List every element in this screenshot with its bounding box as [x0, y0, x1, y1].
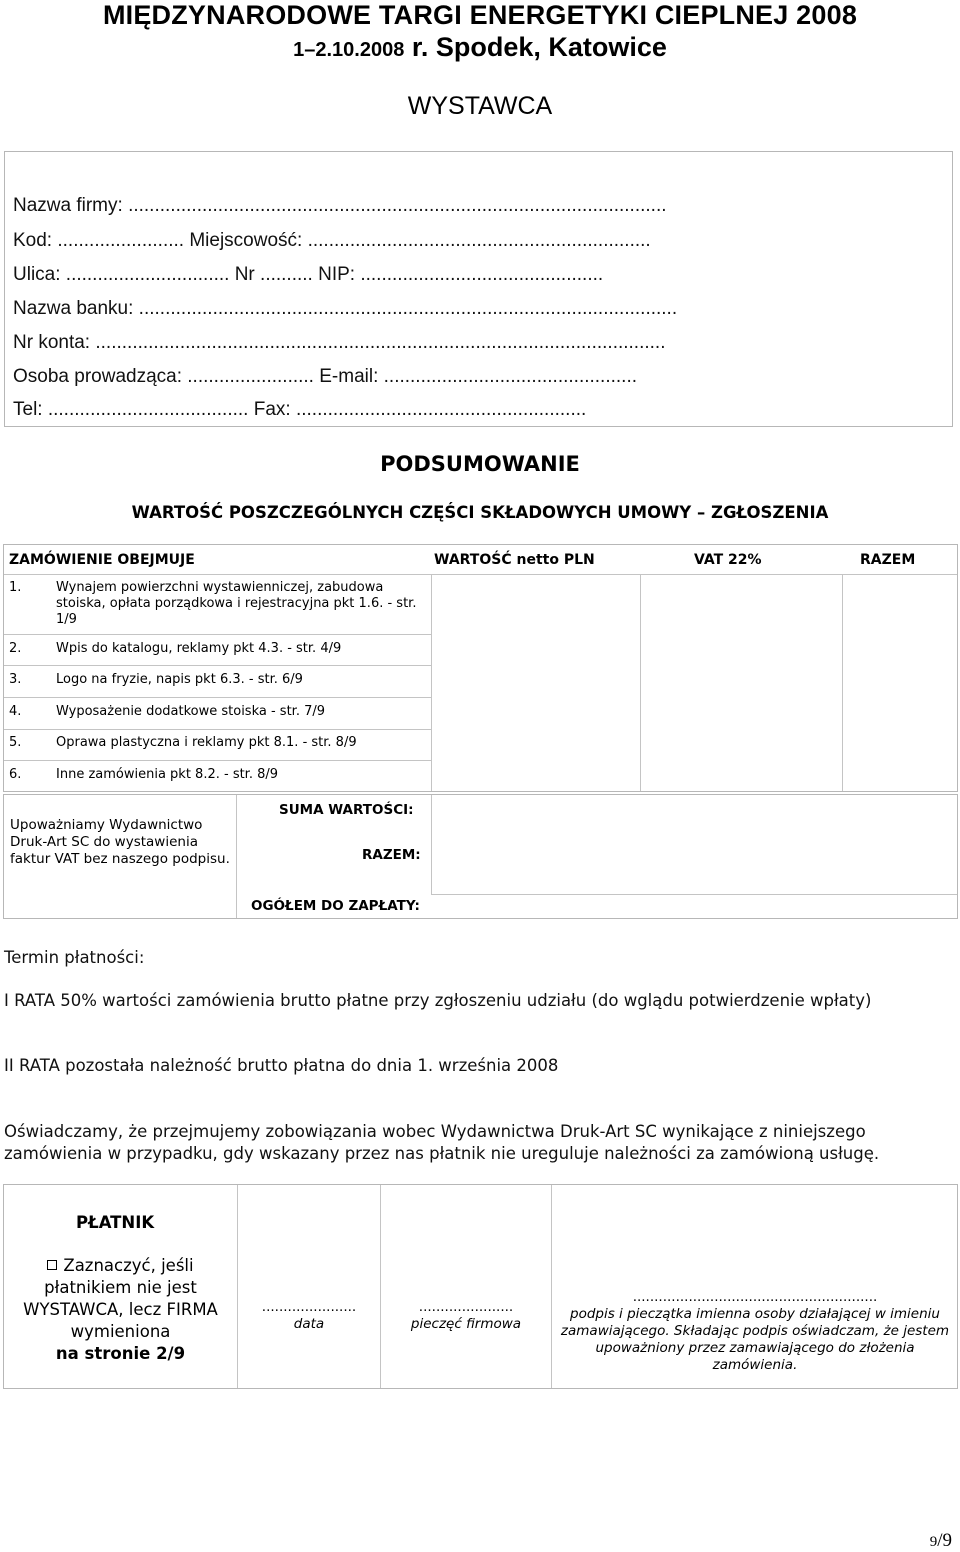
- totals-divider: [236, 795, 237, 918]
- summary-title: PODSUMOWANIE: [380, 452, 580, 476]
- signature-caption: podpis i pieczątka imienna osoby działającej w imieniu zamawiającego. Składając podpis oświadczam, że jestem upoważniony przez zamawiającego do złożenia zamówienia.: [560, 1306, 950, 1373]
- row-description: Oprawa plastyczna i reklamy pkt 8.1. - str. 8/9: [56, 735, 357, 750]
- row-number: 6.: [9, 767, 22, 782]
- row-divider: [4, 729, 431, 730]
- totals-divider: [431, 894, 957, 895]
- street-nip-field[interactable]: Ulica: ............................... Nr .......... NIP: ..............................................: [13, 264, 604, 285]
- sum-label: SUMA WARTOŚCI:: [279, 802, 414, 818]
- signature-divider: [237, 1185, 238, 1388]
- col-header-net: WARTOŚĆ netto PLN: [434, 552, 595, 568]
- row-divider: [4, 665, 431, 666]
- payment-terms-label: Termin płatności:: [4, 948, 145, 967]
- signature-divider: [551, 1185, 552, 1388]
- signature-divider: [380, 1185, 381, 1388]
- row-description: Wpis do katalogu, reklamy pkt 4.3. - str. 4/9: [56, 641, 342, 656]
- col-header-order: ZAMÓWIENIE OBEJMUJE: [9, 552, 195, 568]
- row-divider: [4, 697, 431, 698]
- signature-dots: .........................................................: [632, 1289, 878, 1305]
- row-description: Inne zamówienia pkt 8.2. - str. 8/9: [56, 767, 279, 782]
- payer-signature-box: [3, 1184, 958, 1389]
- page-current: 9: [929, 1534, 938, 1550]
- payer-heading: PŁATNIK: [76, 1213, 155, 1232]
- row-divider: [4, 760, 431, 761]
- company-stamp-field[interactable]: [381, 1299, 551, 1333]
- header-divider: [4, 574, 957, 575]
- installment-2: II RATA pozostała należność brutto płatna do dnia 1. września 2008: [4, 1056, 559, 1075]
- declaration: Oświadczamy, że przejmujemy zobowiązania wobec Wydawnictwa Druk-Art SC wynikające z niniejszego zamówienia w przypadku, gdy wskazany przez nas płatnik nie ureguluje należności za zamówioną usługę.: [4, 1122, 880, 1163]
- row-description: Wyposażenie dodatkowe stoiska - str. 7/9: [56, 704, 326, 719]
- date-caption: data: [293, 1316, 325, 1332]
- exhibitor-heading: WYSTAWCA: [407, 92, 553, 120]
- col-header-vat: VAT 22%: [694, 552, 762, 568]
- col-divider-3: [842, 574, 843, 791]
- contact-email-field[interactable]: Osoba prowadząca: ........................ E-mail: ................................................: [13, 366, 638, 387]
- total-label: RAZEM:: [362, 847, 421, 863]
- col-divider-2: [640, 574, 641, 791]
- payer-note-line-1: Zaznaczyć, jeśli: [4, 1255, 237, 1277]
- totals-box: [3, 794, 958, 919]
- date-field[interactable]: [238, 1299, 380, 1333]
- row-number: 1.: [9, 580, 22, 595]
- postcode-city-field[interactable]: Kod: ........................ Miejscowość: .................................................................: [13, 230, 651, 251]
- payer-note-line-4: wymieniona: [70, 1322, 171, 1341]
- grand-total-label: OGÓŁEM DO ZAPŁATY:: [251, 898, 420, 914]
- row-number: 5.: [9, 735, 22, 750]
- exhibitor-box: [4, 151, 953, 427]
- order-table: [3, 544, 958, 792]
- fair-dates: 1–2.10.2008: [293, 39, 405, 61]
- account-number-field[interactable]: Nr konta: ............................................................................................................: [13, 332, 666, 353]
- payer-note: [4, 1255, 237, 1365]
- phone-fax-field[interactable]: Tel: ...................................... Fax: .......................................................: [13, 399, 587, 420]
- payer-note-line-3: WYSTAWCA, lecz FIRMA: [23, 1300, 218, 1319]
- fair-date-place: [0, 32, 960, 63]
- row-description: Logo na fryzie, napis pkt 6.3. - str. 6/9: [56, 672, 303, 687]
- page-number: [930, 1530, 952, 1552]
- date-dots: ......................: [261, 1299, 357, 1315]
- col-header-total: RAZEM: [860, 552, 916, 568]
- row-number: 3.: [9, 672, 22, 687]
- company-name-field[interactable]: Nazwa firmy: ......................................................................................................: [13, 195, 667, 216]
- payer-note-line-5: na stronie 2/9: [55, 1344, 186, 1363]
- installment-1: I RATA 50% wartości zamówienia brutto płatne przy zgłoszeniu udziału (do wglądu potwierdzenie wpłaty): [4, 991, 872, 1010]
- row-description: Wynajem powierzchni wystawienniczej, zabudowa stoiska, opłata porządkowa i rejestracyjna pkt 1.6. - str. 1/9: [56, 580, 417, 627]
- page-total: /9: [937, 1530, 952, 1551]
- totals-divider: [431, 795, 432, 895]
- fair-place: r. Spodek, Katowice: [404, 32, 667, 62]
- col-divider-1: [431, 574, 432, 791]
- invoice-authorization: Upoważniamy Wydawnictwo Druk-Art SC do wystawienia faktur VAT bez naszego podpisu.: [10, 817, 230, 867]
- bank-name-field[interactable]: Nazwa banku: ......................................................................................................: [13, 298, 678, 319]
- signature-field[interactable]: [557, 1289, 953, 1374]
- payer-note-line-2: płatnikiem nie jest: [44, 1278, 197, 1297]
- payer-checkbox[interactable]: [47, 1260, 57, 1270]
- row-number: 4.: [9, 704, 22, 719]
- row-number: 2.: [9, 641, 22, 656]
- row-divider: [4, 634, 431, 635]
- stamp-dots: ......................: [418, 1299, 514, 1315]
- fair-title: MIĘDZYNARODOWE TARGI ENERGETYKI CIEPLNEJ 2008: [102, 0, 858, 30]
- stamp-caption: pieczęć firmowa: [410, 1316, 522, 1332]
- summary-subtitle: WARTOŚĆ POSZCZEGÓLNYCH CZĘŚCI SKŁADOWYCH UMOWY – ZGŁOSZENIA: [131, 503, 829, 522]
